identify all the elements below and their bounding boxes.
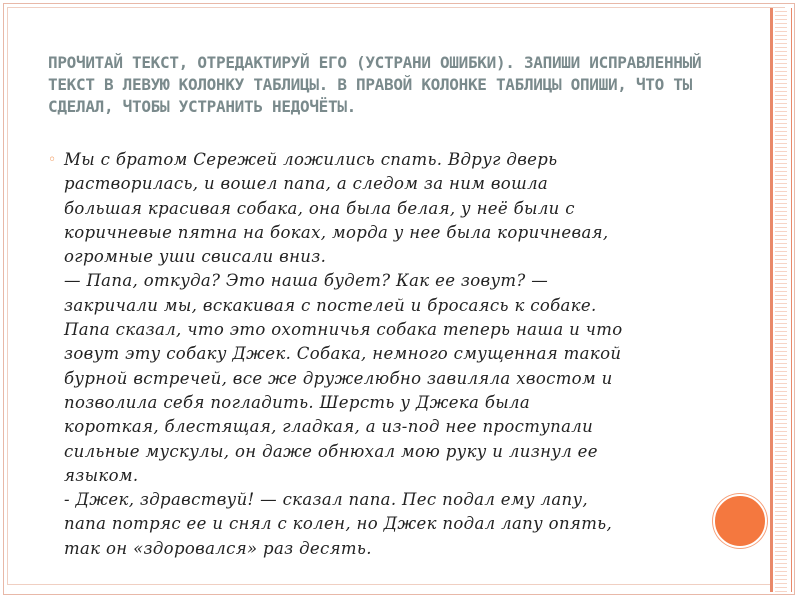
slide-title: ПРОЧИТАЙ ТЕКСТ, ОТРЕДАКТИРУЙ ЕГО (УСТРАНИ ОШИБКИ). ЗАПИШИ ИСПРАВЛЕННЫЙ ТЕКСТ В ЛЕВУЮ КОЛОНКУ ТАБЛИЦЫ. В ПРАВОЙ КОЛОНКЕ ТАБЛИЦЫ ОПИШИ, ЧТО ТЫ СДЕЛАЛ, ЧТОБЫ УСТРАНИТЬ НЕДОЧЁТЫ. (48, 53, 702, 116)
slide-content (48, 148, 698, 561)
story-text: Мы с братом Сережей ложились спать. Вдруг дверь растворилась, и вошел папа, а следом за ним вошла большая красивая собака, она была белая, у неё были с коричневые пятна на боках, морда у нее была коричневая, огромные уши свисали вниз. — Папа, откуда? Это наша будет? Как ее зовут? — закричали мы, вскакивая с постелей и бросаясь к собаке. Папа сказал, что это охотничья собака теперь наша и что зовут эту собаку Джек. Собака, немного смущенная такой бурной встречей, все же дружелюбно завиляла хвостом и позволила себя погладить. Шерсть у Джека была короткая, блестящая, гладкая, а из-под нее проступали сильные мускулы, он даже обнюхал мою руку и лизнул ее языком. - Джек, здравствуй! — сказал папа. Пес подал ему лапу, папа потряс ее и снял с колен, но Джек подал лапу опять, так он «здоровался» раз десять. (64, 150, 623, 558)
bullet-circle-icon: ◦ (48, 152, 57, 168)
bullet-item (48, 148, 698, 561)
decorative-orange-circle (713, 494, 767, 548)
decorative-right-stripes (775, 8, 787, 592)
